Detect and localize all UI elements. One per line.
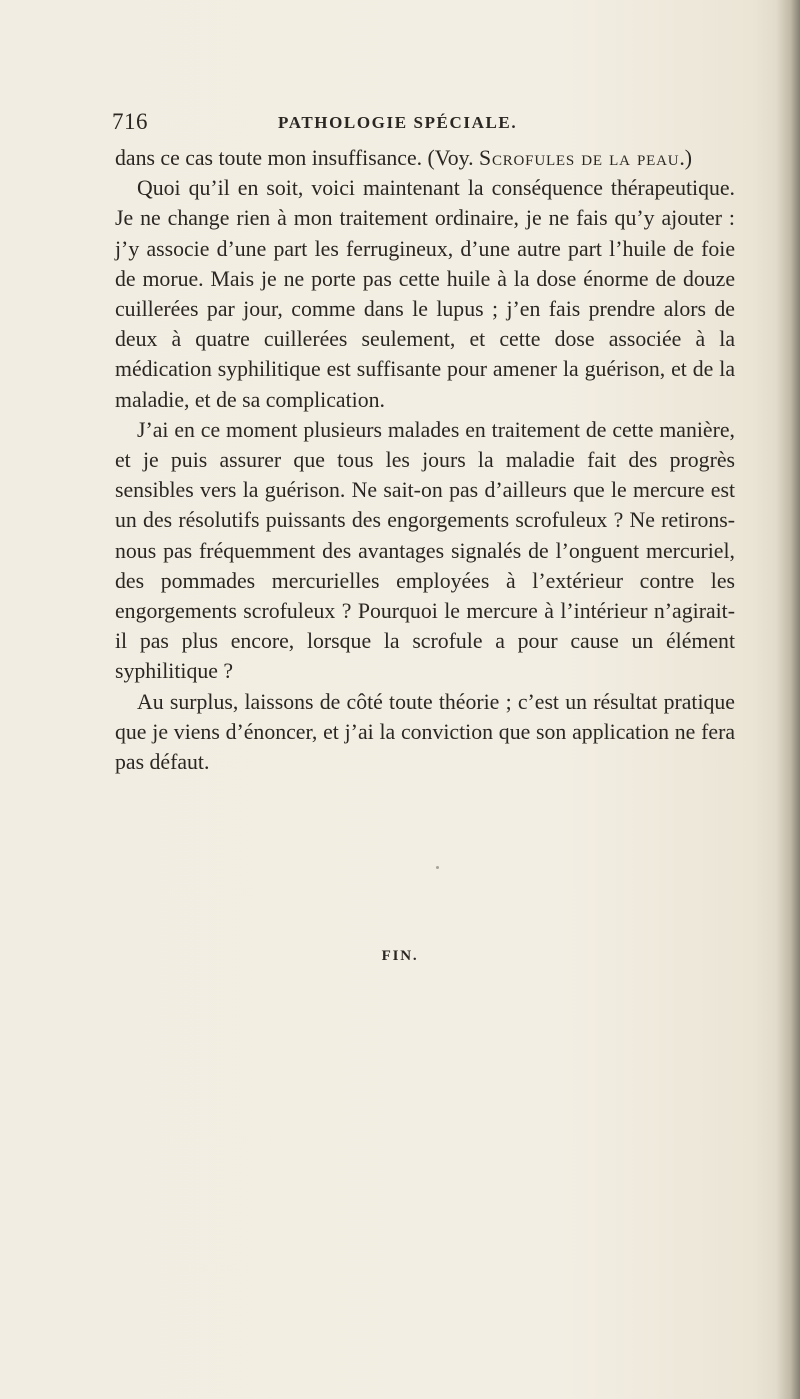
page-number: 716: [112, 109, 148, 134]
page-header: [112, 108, 742, 138]
paragraph-1-text: dans ce cas toute mon insuffisance. (Voy.: [115, 146, 480, 170]
paragraph-therapeutic-consequence: Quoi qu’il en soit, voici maintenant la conséquence thérapeutique. Je ne change rien à mon traitement ordinaire, je ne fais qu’y ajouter : j’y associe d’une part les ferrugineux, d’une autre part l’huile de foie de morue. Mais je ne porte pas cette huile à la dose énorme de douze cuillerées par jour, comme dans le lupus ; j’en fais prendre alors de deux à quatre cuillerées seulement, et cette dose associée à la médication syphilitique est suffisante pour amener la guérison, et de la maladie, et de sa complication.: [115, 176, 735, 412]
end-mark: FIN.: [381, 948, 419, 964]
paragraph-conclusion: Au surplus, laissons de côté toute théorie ; c’est un résultat pratique que je viens d’énoncer, et j’ai la conviction que son application ne fera pas défaut.: [115, 689, 735, 775]
print-speck: [436, 866, 439, 869]
cross-reference: Scrofules de la peau: [479, 146, 680, 170]
paragraph-patients-in-treatment: J’ai en ce moment plusieurs malades en traitement de cette manière, et je puis assurer que tous les jours la maladie fait des progrès sensibles vers la guérison. Ne sait-on pas d’ailleurs que le mercure est un des résolutifs puissants des engorgements scrofuleux ? Ne retirons-nous pas fréquemment des avantages signalés de l’onguent mercuriel, des pommades mercurielles employées à l’extérieur contre les engorgements scrofuleux ? Pourquoi le mercure à l’intérieur n’agirait-il pas plus encore, lorsque la scrofule a pour cause un élément syphilitique ?: [115, 417, 735, 684]
paragraph-continued: [115, 143, 735, 173]
body-text: [115, 143, 735, 777]
page-edge-shadow: [776, 0, 800, 1399]
running-head: PATHOLOGIE SPÉCIALE.: [278, 113, 518, 132]
paragraph-1-end: .): [679, 146, 693, 170]
